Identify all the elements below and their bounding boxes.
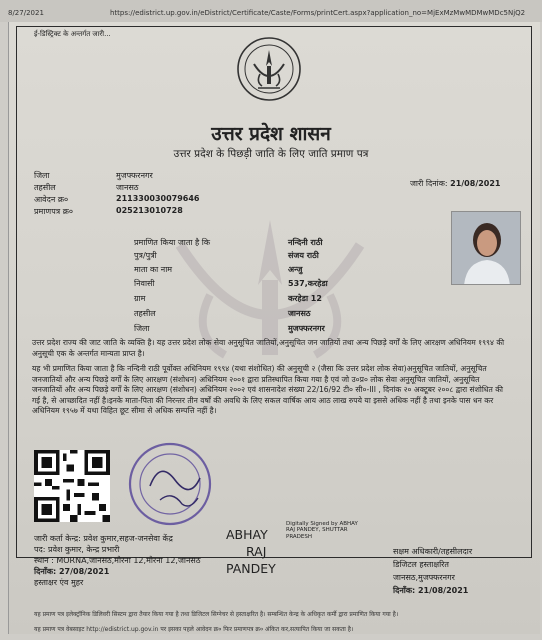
up-emblem-icon	[236, 36, 302, 102]
footer-note-2: यह प्रमाण पत्र वेबसाइट http://edistrict.up.gov.in पर इसका पहले आवेदन क्र० फिर प्रमाणपत्र क्र० अंकित कर,सत्यापित किया जा सकता है।	[34, 626, 354, 633]
authority-place: जानसठ,मुजफ्फरनगर	[393, 573, 455, 582]
signer-name-line-1: ABHAY	[226, 527, 268, 542]
official-seal-stamp	[120, 440, 230, 528]
authority-date: दिनाँक: 21/08/2021	[393, 586, 469, 595]
certificate-paragraph-1: उत्तर प्रदेश राज्य की जाट जाति के व्यक्ति है। यह उत्तर प्रदेश लोक सेवा अनुसूचित जातियों,अनुसूचित जन जातियों तथा अन्य पिछड़े वर्गों के लिए आरक्षण अधिनियम १९९४ की अनुसूची एक के अन्तर्गत मान्यता प्राप्त है।	[32, 338, 505, 358]
qr-code-icon	[34, 450, 110, 522]
print-url: https://edistrict.up.gov.in/eDistrict/Certificate/Caste/Forms/printCert.aspx?application_no=MjExMzMwMDMwMDc5NjQ2	[110, 9, 526, 17]
district-label: जिला	[34, 171, 50, 180]
digital-signature-text: Digitally Signed by ABHAY RAJ PANDEY, SHUTTAR PRADESH	[286, 521, 358, 540]
residence-value: 537,करहेडा	[288, 279, 328, 288]
issue-date-value: 21/08/2021	[450, 179, 501, 188]
issue-place: स्थान : MORNA,जानसठ,मोरना 12,मोरना 12,जानसठ	[34, 556, 201, 565]
top-note: ई-डिस्ट्रिक्ट के अन्तर्गत जारी...	[34, 30, 111, 38]
signer-name-line-2: RAJ	[246, 544, 267, 559]
applicant-name: नन्दिनी राठी	[288, 238, 323, 247]
issuer-center: जारी कर्ता केन्द्र: प्रवेश कुमार,सहज-जनसेवा केंद्र	[34, 534, 173, 543]
person-district-value: मुजफ्फरनगर	[288, 324, 325, 333]
application-number-label: आवेदन क्र०	[34, 195, 69, 204]
footer-note-1: यह प्रमाण पत्र इलेक्ट्रॉनिक डिलिवरी सिस्टम द्वारा तैयार किया गया है तथा डिजिटल सिग्नेचर से हस्ताक्षरित है। सम्बन्धित केन्द्र के अधिकृत कर्मी द्वारा प्रमाणित किया गया है।	[34, 611, 399, 618]
father-label: पुत्र/पुत्री	[134, 251, 157, 260]
certificate-number-label: प्रमाणपत्र क्र०	[34, 207, 73, 216]
browser-print-header	[0, 0, 542, 22]
application-number: 211330030079646	[116, 194, 200, 203]
issuer-post: पद: प्रवेश कुमार, केन्द्र प्रभारी	[34, 545, 120, 554]
person-district-label: जिला	[134, 324, 150, 333]
applicant-photo	[451, 211, 521, 285]
mother-name: अन्जु	[288, 265, 303, 274]
issue-date	[410, 178, 501, 189]
residence-label: निवासी	[134, 279, 155, 288]
sign-and-seal-note: हस्ताक्षर एंव मुहर	[34, 578, 84, 587]
person-tehsil-label: तहसील	[134, 309, 156, 318]
village-label: ग्राम	[134, 294, 146, 303]
issue-date-label: जारी दिनांक:	[410, 179, 448, 188]
person-tehsil-value: जानसठ	[288, 309, 311, 318]
district-value: मुजफ्फरनगर	[116, 171, 153, 180]
signer-name-line-3: PANDEY	[226, 561, 276, 576]
certificate-number: 025213010728	[116, 206, 183, 215]
certificate-paragraph-2: यह भी प्रमाणित किया जाता है कि नन्दिनी राठी पूर्वोक्त अधिनियम १९९४ (यथा संशोधित) की अनुसूची २ (जैसा कि उत्तर प्रदेश लोक सेवा)अनुसूचित जातियों, अनुसूचित जनजातियों और अन्य पिछड़े वर्गों के लिए आरक्षण (संशोधन) अधिनियम २००१ द्वारा प्रतिस्थापित किया गया है एवं जो उ०प्र० लोक सेवा अनुसूचित जातियों, अनुसूचित जनजातियों और अन्य पिछड़े वर्गों के लिए आरक्षण (संशोधन) अधिनियम २००२ एवं शासनादेश संख्या 22/16/92 टी० सी०-III , दिनांक २० अक्टूबर २००८ द्वारा संशोधित की गई है, से आच्छादित नहीं है।इनके माता-पिता की निरन्तर तीन वर्षों की अवधि के लिए सकल वार्षिक आय आठ लाख रुपये या इससे अधिक नहीं है तथा इनके पास धन कर अधिनियम १९५७ में यथा विहित छूट सीमा से अधिक सम्पत्ति नहीं है।	[32, 364, 504, 416]
certificate-subtitle: उत्तर प्रदेश के पिछड़ी जाति के लिए जाति प्रमाण पत्र	[173, 148, 369, 160]
certified-intro-label: प्रमाणित किया जाता है कि	[134, 238, 211, 247]
tehsil-value: जानसठ	[116, 183, 139, 192]
village-value: करहेडा 12	[288, 294, 322, 303]
authority-title: सक्षम अधिकारी/तहसीलदार	[393, 547, 473, 556]
mother-label: माता का नाम	[134, 265, 173, 274]
page-title: उत्तर प्रदेश शासन	[211, 123, 331, 145]
father-name: संजय राठी	[288, 251, 319, 260]
issuer-date: दिनाँक: 27/08/2021	[34, 567, 110, 576]
authority-digital-sign: डिजिटल हस्ताक्षरित	[393, 560, 449, 569]
tehsil-label: तहसील	[34, 183, 56, 192]
portrait-image	[452, 212, 521, 285]
issuer-block	[34, 533, 204, 588]
print-date: 8/27/2021	[8, 9, 44, 17]
